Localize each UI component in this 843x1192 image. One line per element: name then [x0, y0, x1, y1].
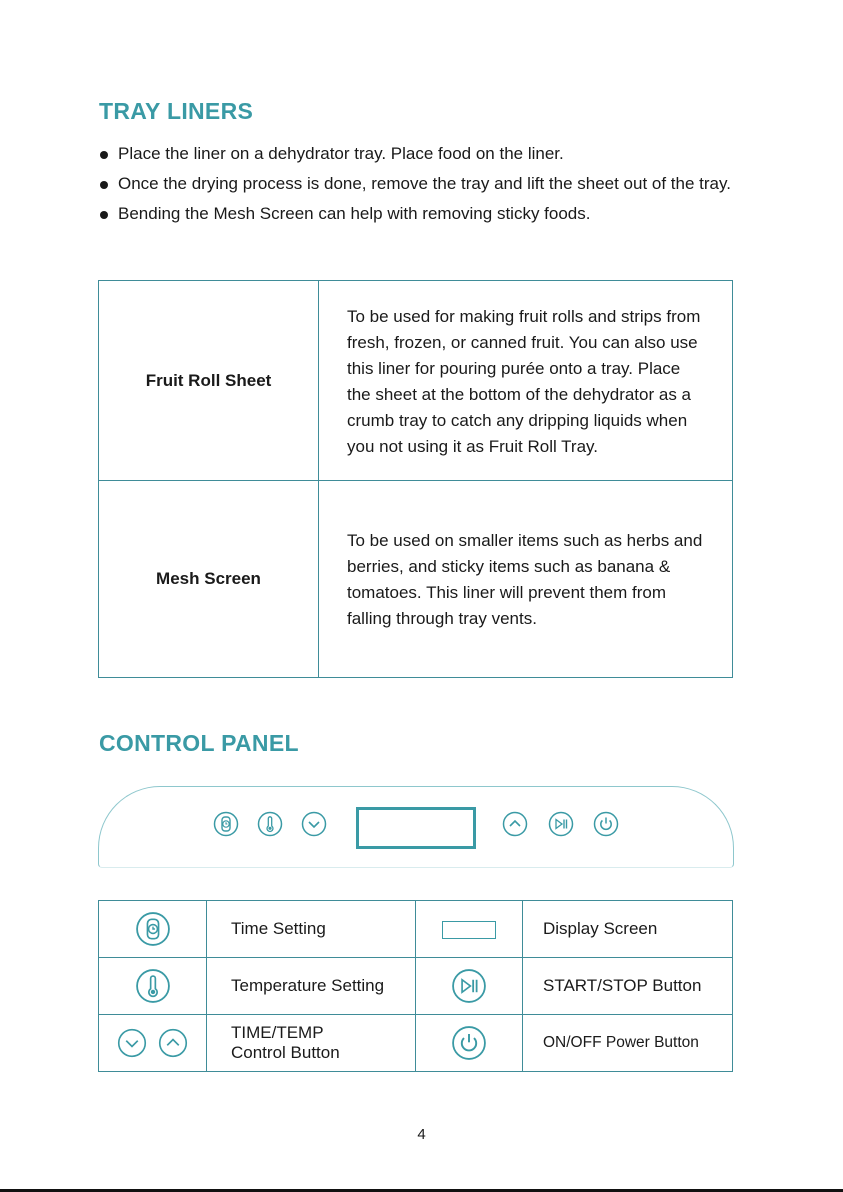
time-setting-label: Time Setting — [207, 901, 416, 958]
liner-name: Fruit Roll Sheet — [99, 281, 319, 481]
tray-liners-heading: TRAY LINERS — [99, 98, 254, 124]
power-icon — [593, 811, 619, 837]
chevron-up-icon — [502, 811, 528, 837]
time-temp-line2: Control Button — [231, 1043, 340, 1062]
bullet-item: Place the liner on a dehydrator tray. Place food on the liner. — [99, 141, 749, 167]
control-panel-illustration — [98, 786, 734, 868]
start-stop-label: START/STOP Button — [523, 958, 733, 1015]
page-number: 4 — [417, 1126, 426, 1143]
time-temp-control-label — [207, 1015, 416, 1072]
play-pause-icon — [451, 968, 487, 1004]
on-off-label: ON/OFF Power Button — [523, 1015, 733, 1072]
liner-name: Mesh Screen — [99, 481, 319, 678]
liners-table — [98, 280, 733, 678]
chevron-down-icon — [117, 1028, 147, 1058]
table-row — [99, 1015, 733, 1072]
display-screen — [356, 807, 476, 849]
tray-liners-bullets — [99, 141, 749, 231]
control-panel-heading: CONTROL PANEL — [99, 730, 299, 756]
table-row — [99, 958, 733, 1015]
bullet-item: Bending the Mesh Screen can help with removing sticky foods. — [99, 201, 749, 227]
table-row — [99, 901, 733, 958]
table-row — [99, 481, 733, 678]
temperature-setting-label: Temperature Setting — [207, 958, 416, 1015]
bullet-item: Once the drying process is done, remove the tray and lift the sheet out of the tray. — [99, 171, 749, 197]
timer-icon — [135, 911, 171, 947]
time-temp-line1: TIME/TEMP — [231, 1023, 324, 1042]
timer-icon — [213, 811, 239, 837]
liner-description: To be used for making fruit rolls and strips from fresh, frozen, or canned fruit. You can also use this liner for pouring purée onto a tray. Place the sheet at the bottom of the dehydrator as a crumb tray to catch any dripping liquids when you not using it as Fruit Roll Tray. — [319, 281, 733, 481]
thermometer-icon — [135, 968, 171, 1004]
display-screen-icon — [442, 921, 496, 939]
control-legend-table — [98, 900, 733, 1072]
chevron-down-icon — [301, 811, 327, 837]
play-pause-icon — [548, 811, 574, 837]
display-screen-label: Display Screen — [523, 901, 733, 958]
thermometer-icon — [257, 811, 283, 837]
chevron-up-icon — [158, 1028, 188, 1058]
power-icon — [451, 1025, 487, 1061]
liner-description: To be used on smaller items such as herbs and berries, and sticky items such as banana & tomatoes. This liner will prevent them from falling through tray vents. — [319, 481, 733, 678]
table-row — [99, 281, 733, 481]
